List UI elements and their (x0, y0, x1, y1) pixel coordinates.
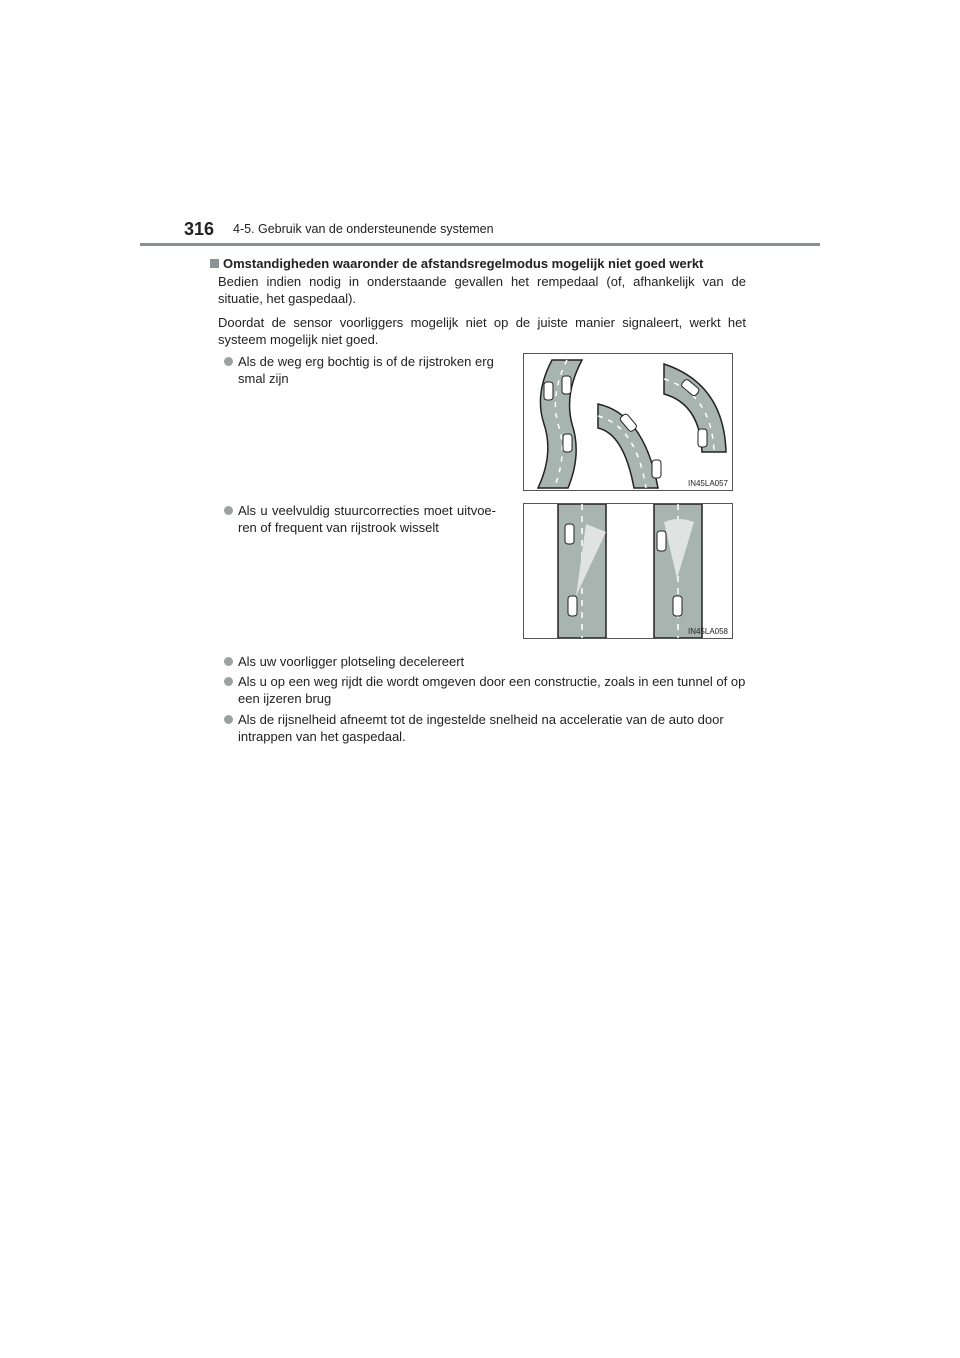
bullet-icon (224, 677, 233, 686)
header-divider (140, 243, 820, 246)
heading-text: Omstandigheden waaronder de afstandsregelmodus mogelijk niet goed werkt (223, 256, 704, 271)
figure-curvy-roads (523, 353, 733, 491)
curvy-roads-illustration (524, 354, 732, 490)
list-item (224, 502, 496, 536)
list-item (224, 353, 496, 387)
list-item-text: Als de rijsnelheid afneemt tot de ingestelde snelheid na acceleratie van de auto door intrappen van het gaspedaal. (238, 712, 724, 744)
list-item-text: Als u op een weg rijdt die wordt omgeven door een constructie, zoals in een tunnel of op een ijzeren brug (238, 674, 746, 706)
bullet-icon (224, 657, 233, 666)
figure-label: IN45LA057 (687, 479, 728, 488)
paragraph: Bedien indien nodig in onderstaande gevallen het rempedaal (of, afhankelijk van de situatie, het gaspedaal). (218, 274, 746, 306)
list-item-text: Als uw voorligger plotseling decelereert (238, 654, 465, 669)
list-item (224, 673, 749, 707)
list-item-text: Als de weg erg bochtig is of de rijstroken erg smal zijn (238, 354, 494, 386)
list-item (224, 711, 749, 745)
section-title: 4-5. Gebruik van de ondersteunende systemen (233, 222, 494, 236)
paragraph: Doordat de sensor voorliggers mogelijk niet op de juiste manier signaleert, werkt het systeem mogelijk niet goed. (218, 315, 746, 347)
list-item (224, 653, 749, 670)
bullet-icon (224, 357, 233, 366)
bullet-icon (224, 715, 233, 724)
bullet-icon (224, 506, 233, 515)
lane-change-illustration (524, 504, 732, 638)
section-heading (210, 255, 703, 272)
list-item-text: Als u veelvuldig stuurcorrecties moet uitvoe-ren of frequent van rijstrook wisselt (238, 503, 496, 535)
figure-label: IN45LA058 (687, 627, 728, 636)
page-number: 316 (184, 219, 215, 239)
figure-lane-change (523, 503, 733, 639)
square-bullet-icon (210, 259, 219, 268)
